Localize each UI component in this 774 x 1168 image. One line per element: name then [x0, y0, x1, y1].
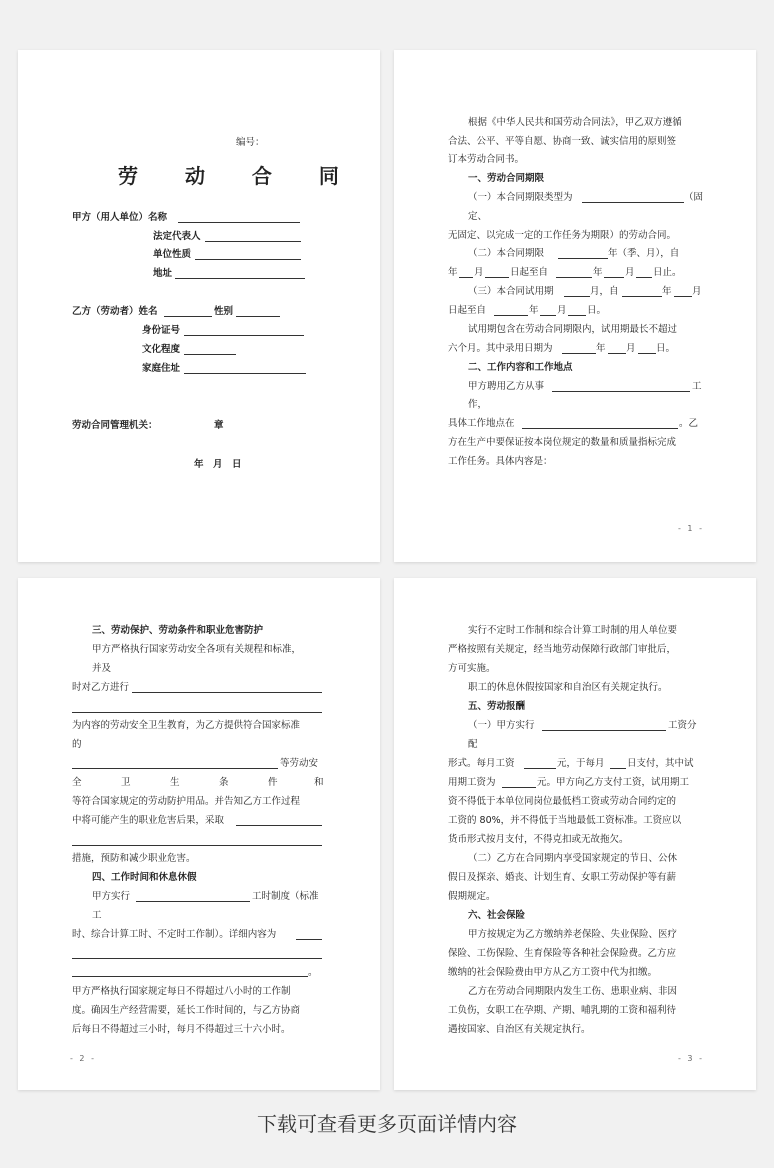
unit-nature-label: 单位性质 [153, 249, 192, 260]
education-label: 文化程度 [142, 344, 181, 355]
text-line: 年 [593, 267, 603, 278]
text-line: （二）乙方在合同期内享受国家规定的节日、公休 [468, 853, 678, 864]
text-line: 月 [626, 343, 636, 354]
text-line: 月 [474, 267, 484, 278]
intro-line: 根据《中华人民共和国劳动合同法》，甲乙双方遵循 [468, 117, 682, 128]
fill-in-line [636, 277, 652, 278]
unit-nature-line [195, 259, 301, 260]
text-line: 甲方严格执行国家规定每日不得超过八小时的工作制 [72, 986, 291, 997]
home-address-line [184, 373, 306, 374]
text-line: 用期工资为 [448, 777, 496, 788]
text-line: 日起至自 [448, 305, 487, 316]
section-heading-pay: 五、劳动报酬 [468, 701, 526, 712]
text-line: 假日及探亲、婚丧、计划生育、女职工劳动保护等有薪 [448, 872, 677, 883]
gender-line [236, 316, 280, 317]
text-line: 假期规定。 [448, 891, 496, 902]
party-a-name-label: 甲方（用人单位）名称 [72, 212, 168, 223]
legal-representative-label: 法定代表人 [153, 231, 201, 242]
text-line: 月 [625, 267, 635, 278]
section-heading-term: 一、劳动合同期限 [468, 173, 545, 184]
text-line: 严格按照有关规定，经当地劳动保障行政部门审批后， [448, 644, 677, 655]
fill-in-line [72, 768, 278, 769]
text-line: 定、 [468, 211, 488, 222]
fill-in-line [459, 277, 473, 278]
fill-in-line [136, 901, 250, 902]
text-line: 日。 [656, 343, 676, 354]
contract-cover-page [18, 50, 380, 562]
text-line: 并及 [92, 663, 112, 674]
text-line: 工 [92, 910, 102, 921]
fill-in-line [236, 825, 322, 826]
fill-in-line [494, 315, 528, 316]
fill-in-line [568, 315, 586, 316]
text-line: 工 [692, 381, 702, 392]
text-line: 年 [448, 267, 458, 278]
text-line: 方在生产中要保证按本岗位规定的数量和质量指标完成 [448, 437, 677, 448]
text-line: 日起至自 [510, 267, 549, 278]
fill-in-line [608, 353, 626, 354]
party-b-name-label: 乙方（劳动者）姓名 [72, 306, 158, 317]
text-line: 时、综合计算工时、不定时工作制）。详细内容为 [72, 929, 277, 940]
text-line: 月，自 [590, 286, 619, 297]
text-line: 形式。每月工资 [448, 758, 515, 769]
text-line: 年 [529, 305, 539, 316]
text-line: （三）本合同试用期 [468, 286, 554, 297]
text-line: 作， [468, 399, 488, 410]
seal-label: 章 [214, 420, 224, 431]
text-line: （一）本合同期限类型为 [468, 192, 573, 203]
text-line: 工作任务。具体内容是： [448, 456, 553, 467]
fill-in-line [485, 277, 509, 278]
id-number-line [184, 335, 304, 336]
text-line: 无固定、以完成一定的工作任务为期限）的劳动合同。 [448, 230, 677, 241]
text-line: 中将可能产生的职业危害后果，采取 [72, 815, 225, 826]
text-line: 年 [596, 343, 606, 354]
fill-in-line [522, 428, 678, 429]
text-line: 等劳动安 [280, 758, 319, 769]
download-more-caption[interactable]: 下载可查看更多页面详情内容 [257, 1112, 517, 1136]
party-a-name-line [178, 222, 300, 223]
party-b-name-line [164, 316, 212, 317]
text-line: 日。 [587, 305, 607, 316]
text-line: 工负伤，女职工在孕期、产期、哺乳期的工资和福利待 [448, 1005, 677, 1016]
fill-in-line [524, 768, 556, 769]
fill-in-line [72, 958, 322, 959]
spaced-text-6: 和 [314, 777, 324, 788]
management-authority-label: 劳动合同管理机关： [72, 420, 158, 431]
fill-in-line [674, 296, 692, 297]
text-line: （二）本合同期限 [468, 248, 545, 259]
fill-in-line [296, 939, 322, 940]
gender-label: 性别 [214, 306, 234, 317]
legal-representative-line [205, 241, 301, 242]
id-number-label: 身份证号 [142, 325, 181, 336]
fill-in-line [582, 202, 684, 203]
text-line: 方可实施。 [448, 663, 496, 674]
text-line: 资不得低于本单位同岗位最低档工资或劳动合同约定的 [448, 796, 677, 807]
fill-in-line [558, 258, 608, 259]
spaced-text-5: 件 [268, 777, 278, 788]
fill-in-line [72, 976, 308, 977]
section-heading-work: 二、工作内容和工作地点 [468, 362, 573, 373]
text-line: 措施，预防和减少职业危害。 [72, 853, 196, 864]
text-line: 工时制度（标准 [252, 891, 319, 902]
text-line: 工资的 80%，并不得低于当地最低工资标准。工资应以 [448, 815, 682, 826]
text-line: 甲方严格执行国家劳动安全各项有关规程和标准， [92, 644, 302, 655]
text-line: 六个月。其中录用日期为 [448, 343, 553, 354]
text-line: 年（季、月），自 [608, 248, 680, 259]
text-line: 元。甲方向乙方支付工资，试用期工 [537, 777, 690, 788]
text-line: 。乙 [679, 418, 699, 429]
section-heading-protection: 三、劳动保护、劳动条件和职业危害防护 [92, 625, 264, 636]
text-line: 月 [557, 305, 567, 316]
serial-number-label: 编号： [236, 137, 265, 148]
text-line: 的 [72, 739, 82, 750]
spaced-text-3: 生 [170, 777, 180, 788]
text-line: 货币形式按月支付，不得克扣或无故拖欠。 [448, 834, 629, 845]
fill-in-line [610, 768, 626, 769]
text-line: 甲方按规定为乙方缴纳养老保险、失业保险、医疗 [468, 929, 678, 940]
date-label: 年 月 日 [194, 459, 242, 470]
page-number: - 3 - [678, 1054, 704, 1063]
spaced-text-1: 全 [72, 777, 82, 788]
text-line: 遇按国家、自治区有关规定执行。 [448, 1024, 591, 1035]
text-line: 度。确因生产经营需要，延长工作时间的，与乙方协商 [72, 1005, 301, 1016]
text-line: 日止。 [653, 267, 682, 278]
text-line: 后每日不得超过三小时，每月不得超过三十六小时。 [72, 1024, 291, 1035]
fill-in-line [132, 692, 322, 693]
contract-page-3 [394, 578, 756, 1090]
spaced-text-4: 条 [219, 777, 229, 788]
contract-page-1 [394, 50, 756, 562]
text-line: 保险、工伤保险、生育保险等各种社会保险费。乙方应 [448, 948, 677, 959]
fill-in-line [72, 712, 322, 713]
page-number: - 2 - [70, 1054, 96, 1063]
fill-in-line [638, 353, 656, 354]
text-line: 时对乙方进行 [72, 682, 130, 693]
fill-in-line [604, 277, 624, 278]
text-line: 缴纳的社会保险费由甲方从乙方工资中代为扣缴。 [448, 967, 658, 978]
contract-title: 劳 动 合 同 [118, 164, 359, 188]
text-line: 元，于每月 [557, 758, 605, 769]
address-line [175, 278, 305, 279]
text-line: 工资分 [668, 720, 697, 731]
fill-in-line [622, 296, 662, 297]
text-line: 具体工作地点在 [448, 418, 515, 429]
page-number: - 1 - [678, 524, 704, 533]
education-line [184, 354, 236, 355]
fill-in-line [562, 353, 596, 354]
text-line: 实行不定时工作制和综合计算工时制的用人单位要 [468, 625, 678, 636]
text-line: 乙方在劳动合同期限内发生工伤、患职业病、非因 [468, 986, 678, 997]
text-line: 月 [692, 286, 702, 297]
text-line: （固 [684, 192, 704, 203]
text-line: 。 [308, 967, 318, 978]
text-line: 职工的休息休假按国家和自治区有关规定执行。 [468, 682, 668, 693]
text-line: 甲方聘用乙方从事 [468, 381, 545, 392]
fill-in-line [564, 296, 590, 297]
home-address-label: 家庭住址 [142, 363, 181, 374]
fill-in-line [556, 277, 592, 278]
contract-page-2 [18, 578, 380, 1090]
address-label: 地址 [153, 268, 173, 279]
spaced-text-2: 卫 [121, 777, 131, 788]
fill-in-line [552, 391, 690, 392]
fill-in-line [72, 845, 322, 846]
text-line: 等符合国家规定的劳动防护用品。并告知乙方工作过程 [72, 796, 301, 807]
intro-line: 订本劳动合同书。 [448, 154, 525, 165]
text-line: 配 [468, 739, 478, 750]
fill-in-line [540, 315, 556, 316]
text-line: （一）甲方实行 [468, 720, 535, 731]
fill-in-line [502, 787, 536, 788]
text-line: 为内容的劳动安全卫生教育，为乙方提供符合国家标准 [72, 720, 301, 731]
text-line: 年 [662, 286, 672, 297]
text-line: 日支付，其中试 [627, 758, 694, 769]
text-line: 甲方实行 [92, 891, 131, 902]
section-heading-hours: 四、工作时间和休息休假 [92, 872, 197, 883]
section-heading-insurance: 六、社会保险 [468, 910, 526, 921]
intro-line: 合法、公平、平等自愿、协商一致、诚实信用的原则签 [448, 136, 677, 147]
fill-in-line [542, 730, 666, 731]
text-line: 试用期包含在劳动合同期限内，试用期最长不超过 [468, 324, 678, 335]
